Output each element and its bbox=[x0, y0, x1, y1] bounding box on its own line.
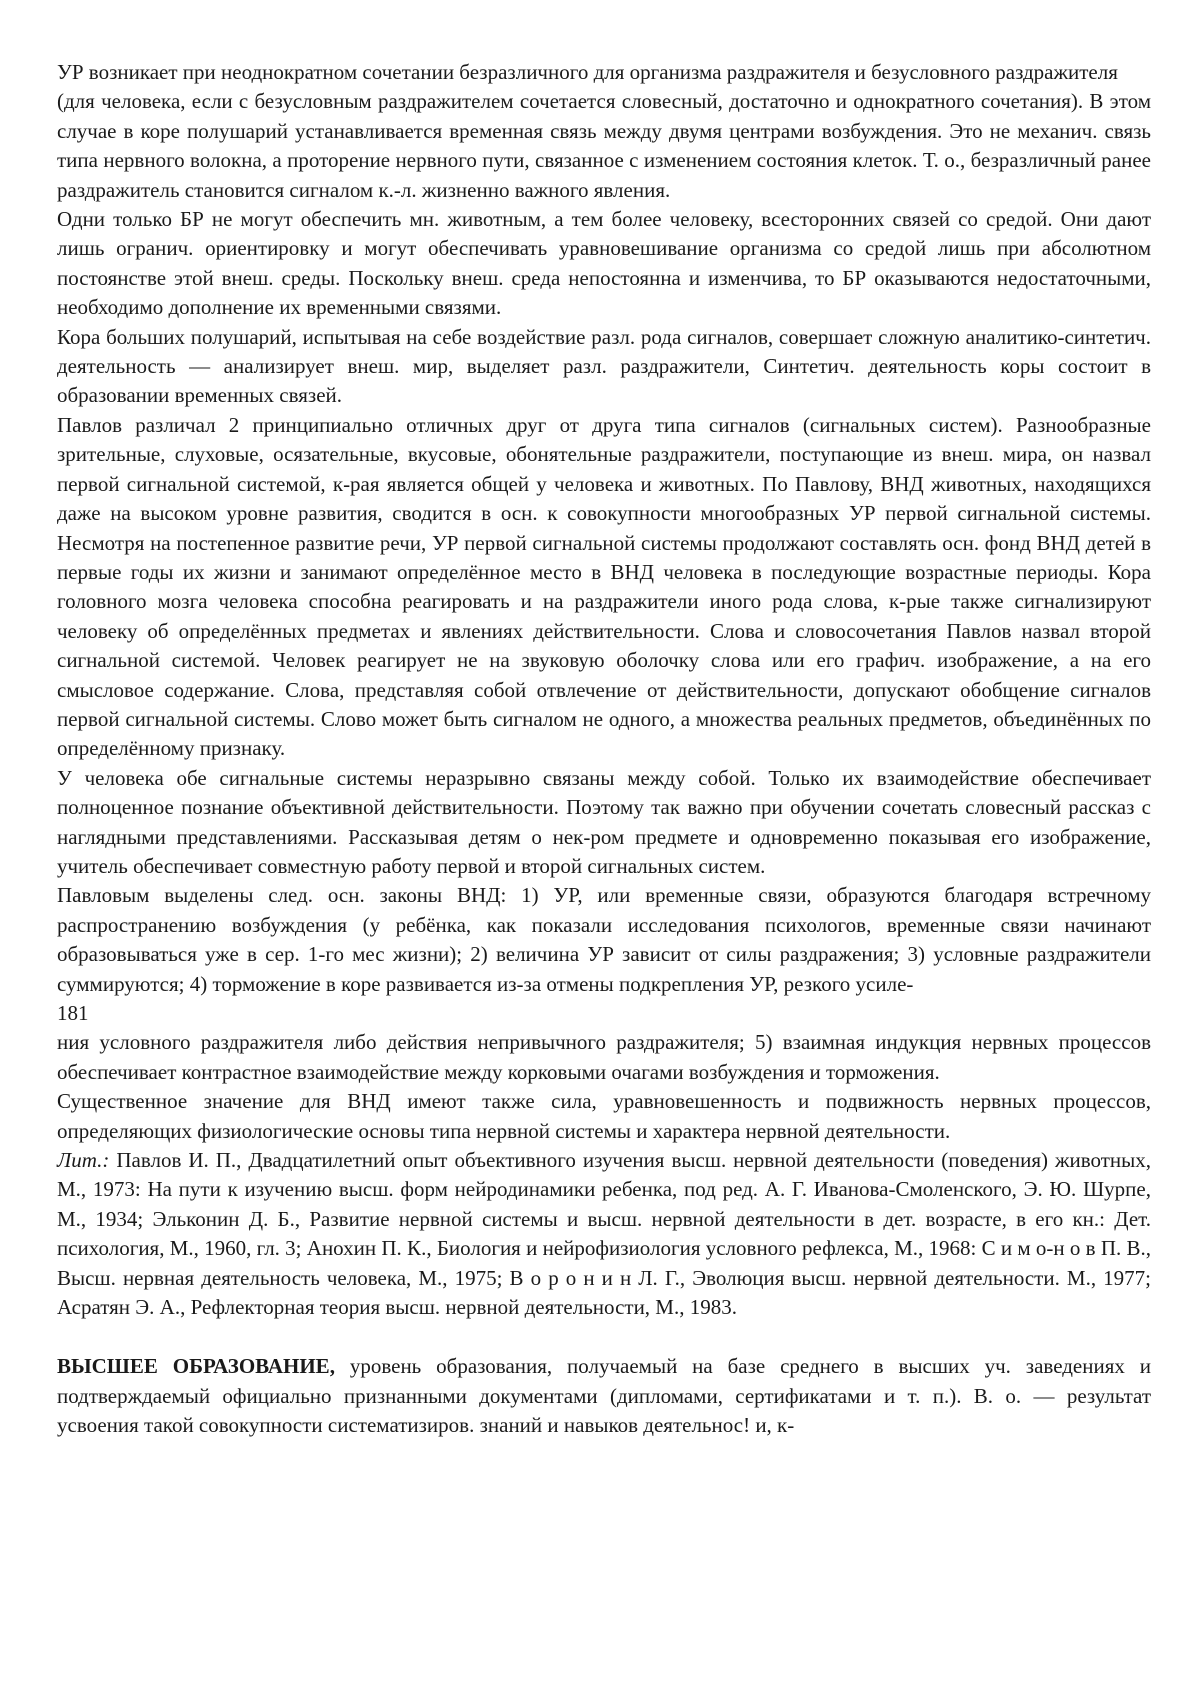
paragraph-nervous-processes: Существенное значение для ВНД имеют также сила, уравновешенность и подвижность нервных процессов, определяющих физиологические основы типа нервной системы и характера нервной деятельности. bbox=[57, 1089, 1151, 1143]
paragraph-signal-systems: Павлов различал 2 принципиально отличных друг от друга типа сигналов (сигнальных систем). Разнообразные зрительные, слуховые, осязательные, вкусовые, обонятельные раздражители, поступающие из внеш. мира, он назвал первой сигнальной системой, к-рая является общей у человека и животных. По Павлову, ВНД животных, находящихся даже на высоком уровне развития, сводится в осн. к совокупности многообразных УР первой сигнальной системы. Несмотря на постепенное развитие речи, УР первой сигнальной системы продолжают составлять осн. фонд ВНД детей в первые годы их жизни и занимают определённое место в ВНД человека в последующие возрастные периоды. Кора головного мозга человека способна реагировать и на раздражители иного рода слова, к-рые также сигнализируют человеку об определённых предметах и явлениях действительности. Слова и словосочетания Павлов назвал второй сигнальной системой. Человек реагирует не на звуковую оболочку слова или его графич. изображение, а на его смысловое содержание. Слова, представляя собой отвлечение от действительности, допускают обобщение сигналов первой сигнальной системы. Слово может быть сигналом не одного, а множества реальных предметов, объединённых по определённому признаку. bbox=[57, 412, 1151, 761]
entry-separator bbox=[57, 1322, 1151, 1352]
paragraph-ur-formation: УР возникает при неоднократном сочетании безразличного для организма раздражителя и безусловного раздражителя bbox=[57, 60, 1118, 84]
paragraph-vnd-laws-continued: ния условного раздражителя либо действия непривычного раздражителя; 5) взаимная индукция нервных процессов обеспечивает контрастное взаимодействие между корковыми очагами возбуждения и торможения. bbox=[57, 1030, 1151, 1084]
paragraph-vnd-laws: Павловым выделены след. осн. законы ВНД: 1) УР, или временные связи, образуются благодаря встречному распространению возбуждения (у ребёнка, как показали исследования психологов, временные связи начинают образовываться уже в сер. 1-го мес жизни); 2) величина УР зависит от силы раздражения; 3) условные раздражители суммируются; 4) торможение в коре развивается из-за отмены подкрепления УР, резкого усиле- bbox=[57, 883, 1151, 996]
paragraph-signal-interaction: У человека обе сигнальные системы неразрывно связаны между собой. Только их взаимодействие обеспечивает полноценное познание объективной действительности. Поэтому так важно при обучении сочетать словесный рассказ с наглядными представлениями. Рассказывая детям о нек-ром предмете и одновременно показывая его изображение, учитель обеспечивает совместную работу первой и второй сигнальных систем. bbox=[57, 765, 1151, 878]
entry-term: ВЫСШЕЕ ОБРАЗОВАНИЕ, bbox=[57, 1354, 335, 1379]
paragraph-br-limits: Одни только БР не могут обеспечить мн. животным, а тем более человеку, всесторонних связей со средой. Они дают лишь огранич. ориентировку и могут обеспечивать уравновешивание организма со средой лишь при абсолютном постоянстве этой внеш. среды. Поскольку внеш. среда непостоянна и изменчива, то БР оказываются недостаточными, необходимо дополнение их временными связями. bbox=[57, 207, 1151, 320]
literature-text: Павлов И. П., Двадцатилетний опыт объективного изучения высш. нервной деятельности (поведения) животных, М., 1973: На пути к изучению высш. форм нейродинамики ребенка, под ред. А. Г. Иванова-Смоленского, Э. Ю. Шурпе, М., 1934; Эльконин Д. Б., Развитие нервной системы и высш. нервной деятельности в дет. возрасте, в его кн.: Дет. психология, М., 1960, гл. 3; Анохин П. К., Биология и нейрофизиология условного рефлекса, М., 1968: С и м о-н о в П. В., Высш. нервная деятельность человека, М., 1975; В о р о н и н Л. Г., Эволюция высш. нервной деятельности. М., 1977; Асратян Э. А., Рефлекторная теория высш. нервной деятельности, М., 1983. bbox=[57, 1148, 1151, 1320]
entry-higher-education bbox=[57, 1352, 1151, 1440]
entry-text: уровень образования, получаемый на базе среднего в высших уч. заведениях и подтверждаемый официально признанными документами (дипломами, сертификатами и т. п.). В. о. — результат усвоения такой совокупности систематизиров. знаний и навыков деятельнос! и, к- bbox=[57, 1354, 1151, 1438]
page-number: 181 bbox=[57, 1001, 89, 1025]
document-page bbox=[57, 58, 1151, 1441]
literature-paragraph bbox=[57, 1146, 1151, 1322]
literature-label: Лит.: bbox=[57, 1148, 110, 1173]
paragraph-cortex-analysis: Кора больших полушарий, испытывая на себе воздействие разл. рода сигналов, совершает сложную аналитико-синтетич. деятельность — анализирует внеш. мир, выделяет разл. раздражители, Синтетич. деятельность коры состоит в образовании временных связей. bbox=[57, 324, 1151, 408]
paragraph-temporary-connection: (для человека, если с безусловным раздражителем сочетается словесный, достаточно и однократного сочетания). В этом случае в коре полушарий устанавливается временная связь между двумя центрами возбуждения. Это не механич. связь типа нервного волокна, а проторение нервного пути, связанное с изменением состояния клеток. Т. о., безразличный ранее раздражитель становится сигналом к.-л. жизненно важного явления. bbox=[57, 89, 1151, 202]
